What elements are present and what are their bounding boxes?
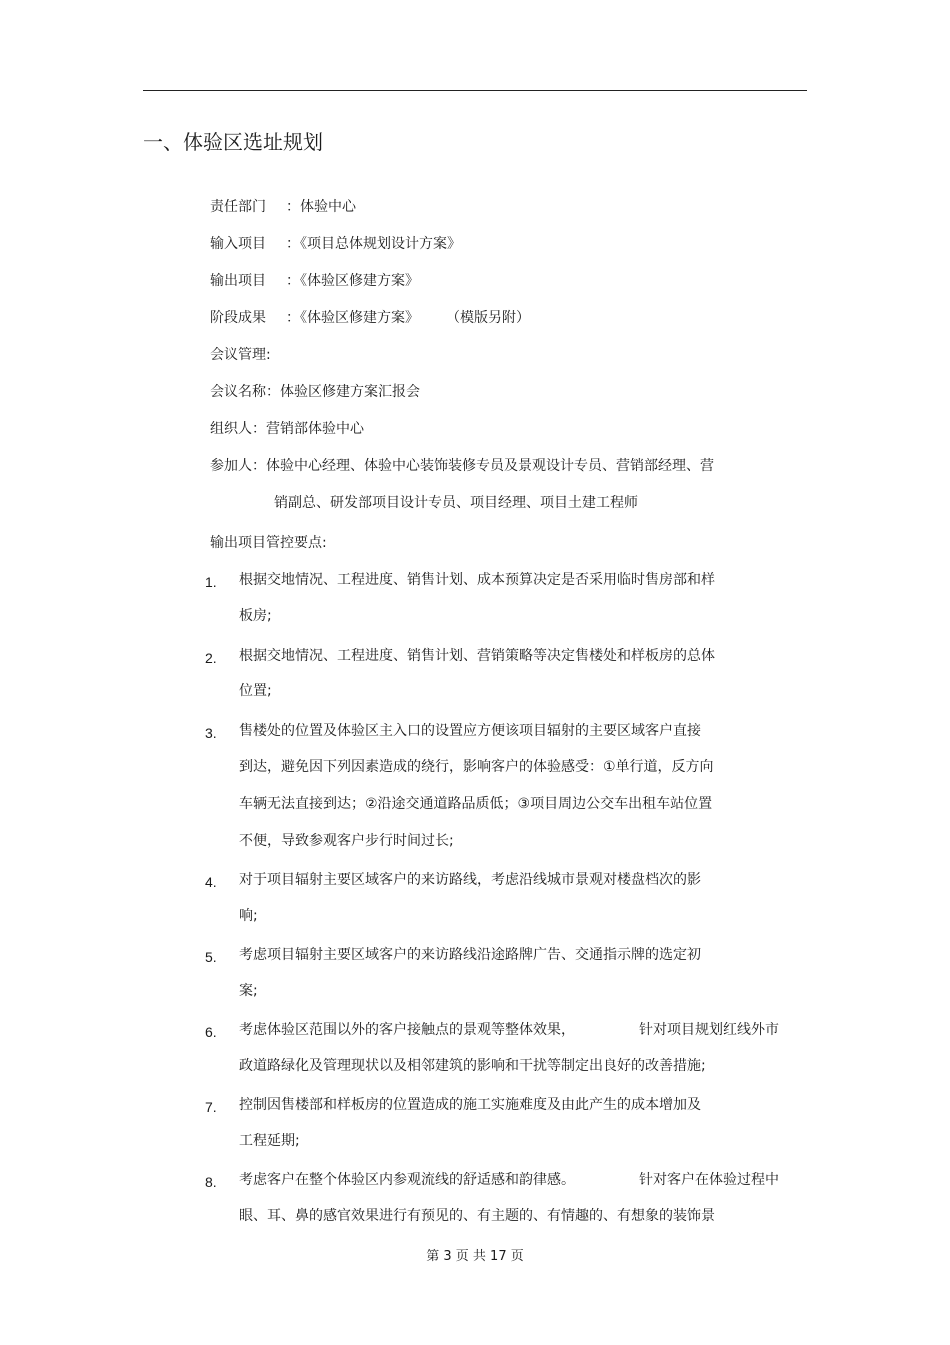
meeting-name: 会议名称：体验区修建方案汇报会 <box>210 384 420 400</box>
list-item-text: 车辆无法直接到达；②沿途交通道路品质低；③项目周边公交车出租车站位置 <box>239 796 713 812</box>
header-rule <box>143 90 807 91</box>
meeting-participants: 参加人：体验中心经理、体验中心装饰装修专员及景观设计专员、营销部经理、营 <box>210 458 714 474</box>
list-item-text: 根据交地情况、工程进度、销售计划、营销策略等决定售楼处和样板房的总体 <box>239 648 715 664</box>
field-row <box>210 271 419 291</box>
field-row <box>210 197 356 217</box>
list-number: 8. <box>205 1174 217 1190</box>
list-item-text: 控制因售楼部和样板房的位置造成的施工实施难度及由此产生的成本增加及 <box>239 1097 701 1113</box>
list-number: 2. <box>205 650 217 666</box>
field-row <box>210 308 530 328</box>
page-footer: 第 3 页 共 17 页 <box>426 1249 524 1264</box>
field-value: ：《项目总体规划设计方案》 <box>286 236 461 252</box>
section-title: 一、体验区选址规划 <box>143 130 323 154</box>
field-label: 阶段成果 <box>210 310 266 326</box>
list-number: 7. <box>205 1099 217 1115</box>
field-label: 输入项目 <box>210 236 266 252</box>
list-item-text: 不便，导致参观客户步行时间过长; <box>239 833 454 849</box>
points-heading: 输出项目管控要点: <box>210 535 327 551</box>
meeting-participants-cont: 销副总、研发部项目设计专员、项目经理、项目土建工程师 <box>274 495 638 511</box>
field-label: 责任部门 <box>210 199 266 215</box>
list-number: 5. <box>205 949 217 965</box>
list-number: 4. <box>205 874 217 890</box>
field-extra: （模版另附） <box>446 310 530 326</box>
list-item-text: 政道路绿化及管理现状以及相邻建筑的影响和干扰等制定出良好的改善措施; <box>239 1058 706 1074</box>
list-number: 1. <box>205 574 217 590</box>
list-item-text: 考虑客户在整个体验区内参观流线的舒适感和韵律感。 <box>239 1172 575 1188</box>
list-item-text: 案; <box>239 983 258 999</box>
list-number: 3. <box>205 725 217 741</box>
field-value: ：《体验区修建方案》 <box>286 310 419 326</box>
list-item-text: 售楼处的位置及体验区主入口的设置应方便该项目辐射的主要区域客户直接 <box>239 723 701 739</box>
list-item-text: 位置; <box>239 683 272 699</box>
field-label: 输出项目 <box>210 273 266 289</box>
list-item-text: 考虑体验区范围以外的客户接触点的景观等整体效果， <box>239 1022 575 1038</box>
list-item-text: 对于项目辐射主要区域客户的来访路线，考虑沿线城市景观对楼盘档次的影 <box>239 872 701 888</box>
list-item-text: 到达，避免因下列因素造成的绕行，影响客户的体验感受：①单行道，反方向 <box>239 759 714 775</box>
field-value: ：《体验区修建方案》 <box>286 273 419 289</box>
list-item-text: 针对客户在体验过程中 <box>639 1172 779 1188</box>
list-item-text: 响; <box>239 908 258 924</box>
list-item-text: 板房; <box>239 608 272 624</box>
field-row <box>210 234 461 254</box>
list-item-text: 针对项目规划红线外市 <box>639 1022 779 1038</box>
list-number: 6. <box>205 1024 217 1040</box>
list-item-text: 根据交地情况、工程进度、销售计划、成本预算决定是否采用临时售房部和样 <box>239 572 715 588</box>
list-item-text: 眼、耳、鼻的感官效果进行有预见的、有主题的、有情趣的、有想象的装饰景 <box>239 1208 715 1224</box>
list-item-text: 工程延期; <box>239 1133 300 1149</box>
meeting-management: 会议管理: <box>210 347 271 363</box>
meeting-organizer: 组织人：营销部体验中心 <box>210 421 364 437</box>
field-value: ：体验中心 <box>286 199 356 215</box>
list-item-text: 考虑项目辐射主要区域客户的来访路线沿途路牌广告、交通指示牌的选定初 <box>239 947 701 963</box>
